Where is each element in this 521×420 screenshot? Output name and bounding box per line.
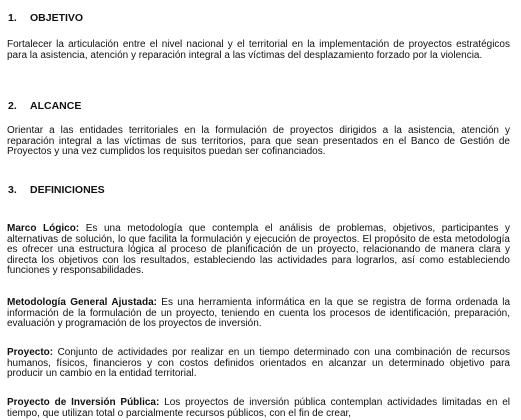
definition-metodologia-general-ajustada: [7, 298, 510, 330]
section-number: 1.: [8, 12, 17, 24]
section-number: 3.: [8, 184, 17, 196]
section-number: 2.: [8, 100, 17, 112]
definition-term: Marco Lógico:: [7, 223, 80, 234]
section-title: OBJETIVO: [30, 12, 84, 24]
definition-proyecto-inversion-publica: [7, 398, 510, 419]
definition-term: Proyecto:: [7, 347, 54, 358]
section-body-alcance: Orientar a las entidades territoriales en la formulación de proyectos dirigidos a la asistencia, atención y reparación integral a las víctimas de sus territorios, para que sean presentados en el Banco de Gestión de Proyectos y una vez cumplidos los requisitos puedan ser cofinanciados.: [7, 125, 510, 158]
definition-text: Los proyectos de inversión pública contemplan actividades limitadas en el tiempo, que utilizan total o parcialmente recursos públicos, con el fin de crear,: [7, 397, 511, 419]
definition-term: Metodología General Ajustada:: [7, 297, 157, 308]
definition-term: Proyecto de Inversión Pública:: [7, 397, 160, 408]
definition-text: Es una herramienta informática en la que se registra de forma ordenada la información de la formulación de un proyecto, teniendo en cuenta los procesos de identificación, preparación, evaluación y programación de los proyectos de inversión.: [7, 297, 511, 330]
section-heading-definiciones: [8, 184, 105, 197]
definition-marco-logico: [7, 224, 510, 277]
definition-proyecto: [7, 348, 510, 380]
section-title: DEFINICIONES: [30, 184, 105, 196]
definition-text: Conjunto de actividades por realizar en un tiempo determinado con una combinación de recursos humanos, físicos, financieros y con costos definidos orientados en alcanzar un determinado objetivo para producir un cambio en la entidad territorial.: [7, 347, 510, 380]
definition-text: Es una metodología que contempla el análisis de problemas, objetivos, participantes y alternativas de solución, lo que facilita la formulación y ejecución de proyectos. El propósito de esta metodología es ofrecer una estructura lógica al proceso de planificación de un proyecto, relacionando de manera clara y directa los objetivos con los resultados, estableciendo las actividades para lograrlos, así como estableciendo funciones y responsabilidades.: [7, 223, 510, 277]
section-heading-alcance: [8, 100, 81, 113]
section-body-objetivo: Fortalecer la articulación entre el nivel nacional y el territorial en la implementación de proyectos estratégicos para la asistencia, atención y reparación integral a las víctimas del desplazamiento forzado por la violencia.: [7, 39, 510, 61]
section-title: ALCANCE: [30, 100, 82, 112]
section-heading-objetivo: [8, 12, 83, 25]
